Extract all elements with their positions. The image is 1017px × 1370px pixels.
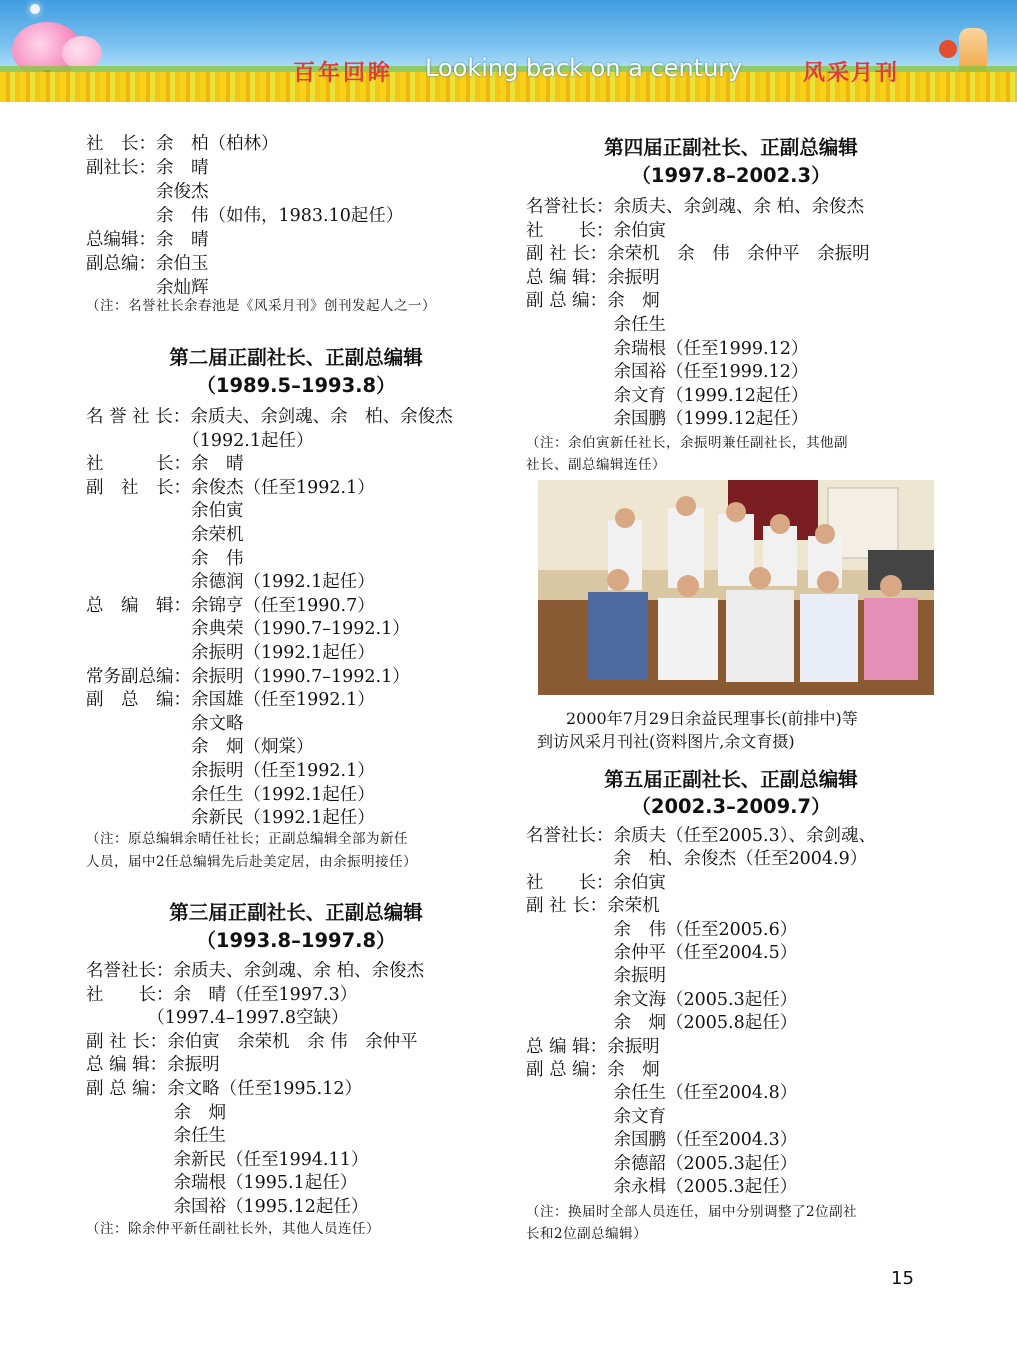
staff-line: 余任生（任至2004.8） [526,1083,798,1104]
staff-line: 余灿辉 [86,278,209,298]
header-banner [0,0,1017,102]
staff-line: 副社长：余 晴 [86,158,209,178]
fifth-term-note-2: 长和2位副总编辑） [526,1226,648,1242]
staff-line: 余振明（任至1992.1） [86,761,375,781]
staff-line: 余 炯 [86,1102,226,1123]
section-period-4: （1997.8–2002.3） [631,164,831,187]
staff-line: 余伯寅 [86,501,244,522]
staff-line: 余瑞根（任至1999.12） [526,338,809,359]
section-title-2: 第二届正副社长、正副总编辑 [169,346,423,369]
staff-line: 余新民（任至1994.11） [86,1149,369,1170]
staff-line: 余俊杰 [86,182,209,202]
staff-line: （1992.1起任） [86,430,314,451]
section-period-2: （1989.5–1993.8） [196,374,396,397]
photo-caption-2: 到访风采月刊社(资料图片,余文育摄) [537,732,795,751]
staff-line: 余文育（1999.12起任） [526,385,809,406]
staff-line: 余振明 [526,966,666,987]
staff-line: 余振明（1992.1起任） [86,643,375,663]
banner-title-en: Looking back on a century [425,54,743,82]
staff-line: 社 长：余伯寅 [526,872,666,893]
staff-line: 副 社 长：余伯寅 余荣机 余 伟 余仲平 [86,1031,418,1052]
sparkle-decoration [30,4,40,14]
staff-line: 副 总 编：余 炯 [526,291,660,312]
banner-title-cn: 百年回眸 [293,61,394,86]
staff-line: 总 编 辑：余锦亨（任至1990.7） [86,595,375,616]
staff-line: 余典荣（1990.7–1992.1） [86,619,410,640]
third-term-note: （注：除余仲平新任副社长外，其他人员连任） [86,1221,380,1237]
fourth-term-note-2: 社长、副总编辑连任） [526,457,666,473]
fifth-term-note-1: （注：换届时全部人员连任，届中分别调整了2位副社 [526,1204,858,1220]
staff-line: 余文育 [526,1106,666,1127]
staff-line: 社 长：余伯寅 [526,220,666,241]
magazine-name: 风采月刊 [803,61,900,86]
staff-line: 余 伟 [86,548,244,569]
staff-line: 余任生 [526,315,666,335]
staff-line: 社 长：余 晴（任至1997.3） [86,984,358,1005]
group-photo [538,480,934,695]
staff-line: 社 长：余 晴 [86,454,244,475]
staff-line: 余文海（2005.3起任） [526,989,798,1010]
staff-line: 余永楫（2005.3起任） [526,1177,798,1197]
section-period-5: （2002.3–2009.7） [631,795,831,818]
page-number: 15 [891,1268,914,1289]
second-term-note-1: （注：原总编辑余晴任社长；正副总编辑全部为新任 [86,831,408,847]
staff-line: 余 柏、余俊杰（任至2004.9） [526,849,868,870]
staff-line: 余德韶（2005.3起任） [526,1153,798,1174]
staff-line: 名 誉 社 长：余质夫、余剑魂、余 柏、余俊杰 [86,407,453,427]
staff-line: 余 炯（炯棠） [86,737,314,758]
staff-line: 副 总 编：余 炯 [526,1060,660,1080]
staff-line: （1997.4–1997.8空缺） [86,1008,349,1029]
staff-line: 总 编 辑：余振明 [526,1036,660,1057]
staff-line: 余瑞根（1995.1起任） [86,1173,358,1194]
photo-caption-1: 2000年7月29日余益民理事长(前排中)等 [566,709,858,728]
staff-line: 余国裕（1995.12起任） [86,1197,369,1217]
staff-line: 副 社 长：余俊杰（任至1992.1） [86,477,375,498]
staff-line: 余 伟（任至2005.6） [526,919,798,940]
staff-line: 副 社 长：余荣机 [526,896,660,917]
staff-line: 余国鹏（1999.12起任） [526,409,809,430]
staff-line: 余德润（1992.1起任） [86,572,375,593]
staff-line: 副 总 编：余国雄（任至1992.1） [86,690,375,711]
staff-line: 余任生（1992.1起任） [86,784,375,805]
staff-line: 名誉社长：余质夫（任至2005.3）、余剑魂、 [526,826,876,846]
staff-line: 余新民（1992.1起任） [86,808,375,829]
second-term-note-2: 人员，届中2任总编辑先后赴美定居，由余振明接任） [86,854,418,870]
staff-line: 社 长：余 柏（柏林） [86,134,279,154]
staff-line: 余国鹏（任至2004.3） [526,1130,798,1151]
staff-line: 常务副总编：余振明（1990.7–1992.1） [86,666,410,687]
staff-line: 余国裕（任至1999.12） [526,362,809,383]
staff-line: 副 总 编：余文略（任至1995.12） [86,1079,362,1099]
section-title-5: 第五届正副社长、正副总编辑 [604,768,858,791]
staff-line: 总编辑：余 晴 [86,230,209,250]
staff-line: 名誉社长：余质夫、余剑魂、余 柏、余俊杰 [86,961,425,981]
first-term-note: （注：名誉社长余春池是《风采月刊》创刊发起人之一） [86,298,436,314]
staff-line: 名誉社长：余质夫、余剑魂、余 柏、余俊杰 [526,197,865,217]
blossom-tree-illustration-small [62,36,102,70]
flower-illustration [939,40,957,58]
fourth-term-note-1: （注：余伯寅新任社长，余振明兼任副社长，其他副 [526,435,848,451]
staff-line: 总 编 辑：余振明 [86,1055,220,1076]
staff-line: 余 炯（2005.8起任） [526,1013,798,1034]
staff-line: 余 伟（如伟，1983.10起任） [86,206,404,226]
staff-line: 余荣机 [86,525,244,545]
staff-line: 余任生 [86,1126,226,1147]
staff-line: 余仲平（任至2004.5） [526,943,798,963]
staff-line: 副总编：余伯玉 [86,254,209,274]
staff-line: 余文略 [86,713,244,734]
section-period-3: （1993.8–1997.8） [196,929,396,952]
staff-line: 副 社 长：余荣机 余 伟 余仲平 余振明 [526,244,870,265]
section-title-3: 第三届正副社长、正副总编辑 [169,901,423,924]
staff-line: 总 编 辑：余振明 [526,267,660,288]
section-title-4: 第四届正副社长、正副总编辑 [604,136,858,159]
